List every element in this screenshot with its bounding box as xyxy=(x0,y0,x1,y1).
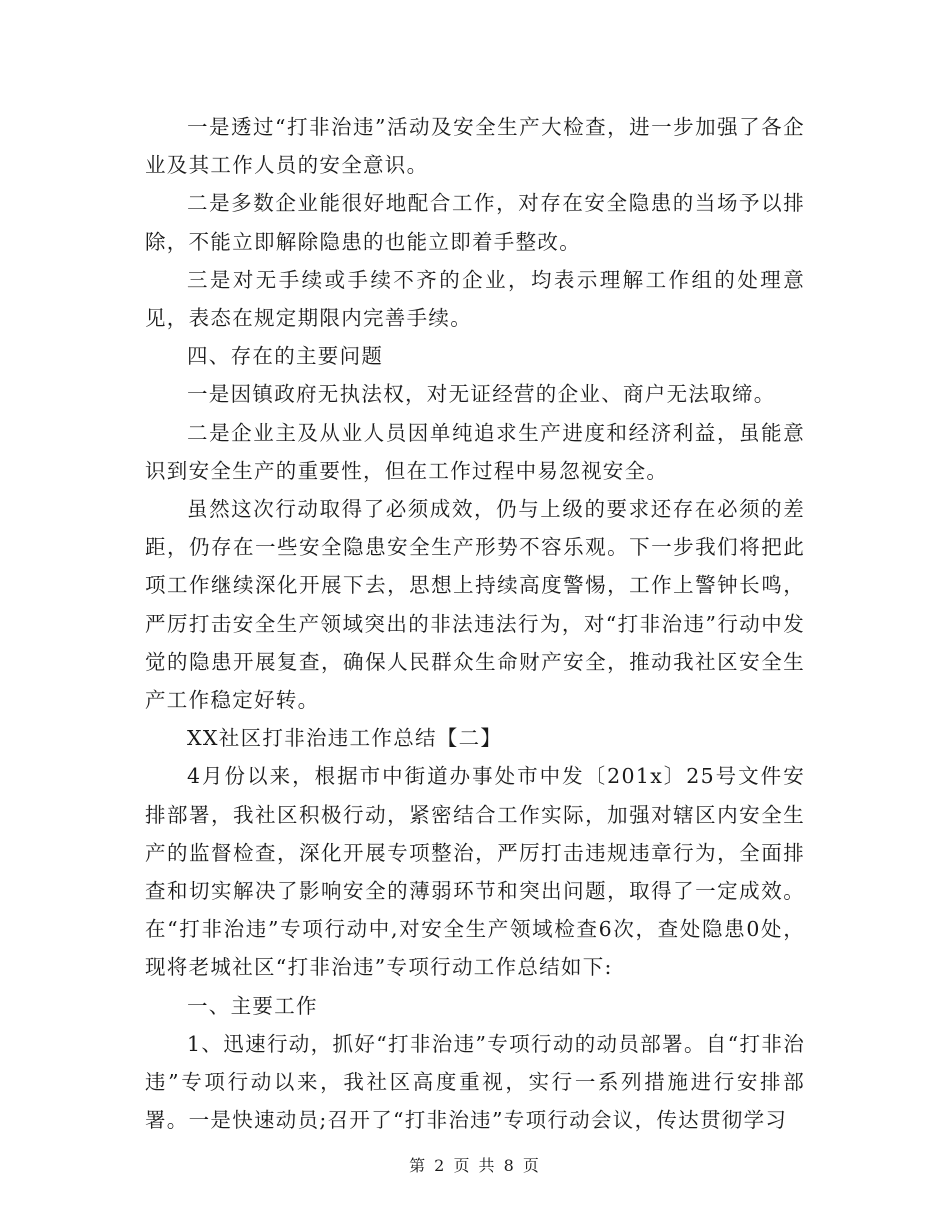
section-title-2: XX社区打非治违工作总结【二】 xyxy=(187,726,503,751)
paragraph-11: 1、迅速行动，抓好“打非治违”专项行动的动员部署。自“打非治违”专项行动以来，我社区高度重视，实行一系列措施进行安排部署。一是快速动员;召开了“打非治违”专项行动会议，传达贯彻学习 xyxy=(145,1031,805,1133)
paragraph-5: 一是因镇政府无执法权，对无证经营的企业、商户无法取缔。 xyxy=(187,382,776,407)
paragraph-7: 虽然这次行动取得了必须成效，仍与上级的要求还存在必须的差距，仍存在一些安全隐患安全生产形势不容乐观。下一步我们将把此项工作继续深化开展下去，思想上持续高度警惕，工作上警钟长鸣，严厉打击安全生产领域突出的非法违法行为，对“打非治违”行动中发觉的隐患开展复查，确保人民群众生命财产安全，推动我社区安全生产工作稳定好转。 xyxy=(145,497,805,713)
paragraph-3: 三是对无手续或手续不齐的企业，均表示理解工作组的处理意见，表态在规定期限内完善手续。 xyxy=(145,267,805,331)
paragraph-2: 二是多数企业能很好地配合工作，对存在安全隐患的当场予以排除，不能立即解除隐患的也能立即着手整改。 xyxy=(145,191,805,254)
page-number-footer: 第 2 页 共 8 页 xyxy=(409,1156,541,1175)
section-heading-4: 四、存在的主要问题 xyxy=(187,344,384,369)
paragraph-1: 一是透过“打非治违”活动及安全生产大检查，进一步加强了各企业及其工作人员的安全意识。 xyxy=(145,115,805,178)
document-body xyxy=(145,108,805,1139)
paragraph-9: 4月份以来，根据市中街道办事处市中发〔201x〕25号文件安排部署，我社区积极行动，紧密结合工作实际，加强对辖区内安全生产的监督检查，深化开展专项整治，严厉打击违规违章行为，全面排查和切实解决了影响安全的薄弱环节和突出问题，取得了一定成效。在“打非治违”专项行动中,对安全生产领域检查6次，查处隐患0处，现将老城社区“打非治违”专项行动工作总结如下: xyxy=(145,764,805,980)
section-heading-1: 一、主要工作 xyxy=(187,993,318,1018)
paragraph-6: 二是企业主及从业人员因单纯追求生产进度和经济利益，虽能意识到安全生产的重要性，但在工作过程中易忽视安全。 xyxy=(145,420,805,483)
